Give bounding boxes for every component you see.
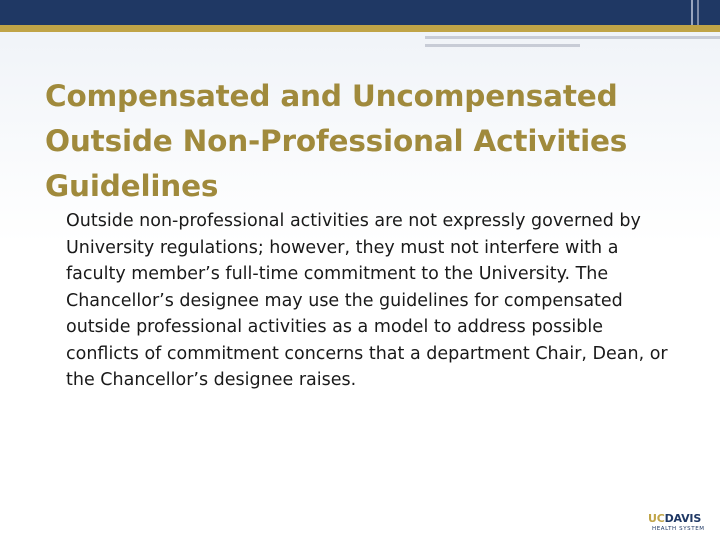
header-bar [0,0,720,25]
accent-line [425,36,720,39]
logo-uc: UC [648,512,665,525]
uc-davis-health-system-logo [648,513,714,537]
slide-body-text: Outside non-professional activities are not expressly governed by University regulations; however, they must not interfere with a faculty member’s full-time commitment to the University. The Chancellor’s designee may use the guidelines for compensated outside professional activities as a model to address possible conflicts of commitment concerns that a department Chair, Dean, or the Chancellor’s designee raises. [66,211,668,390]
slide-title: Compensated and Uncompensated Outside Non-Professional Activities Guidelines [45,79,628,203]
logo-subtitle: HEALTH SYSTEM [652,526,705,532]
gold-accent-bar [0,25,720,32]
header-divider [691,0,693,25]
logo-davis: DAVIS [664,512,702,525]
accent-line [425,44,580,47]
logo-wordmark [648,513,701,525]
header-divider [697,0,699,25]
